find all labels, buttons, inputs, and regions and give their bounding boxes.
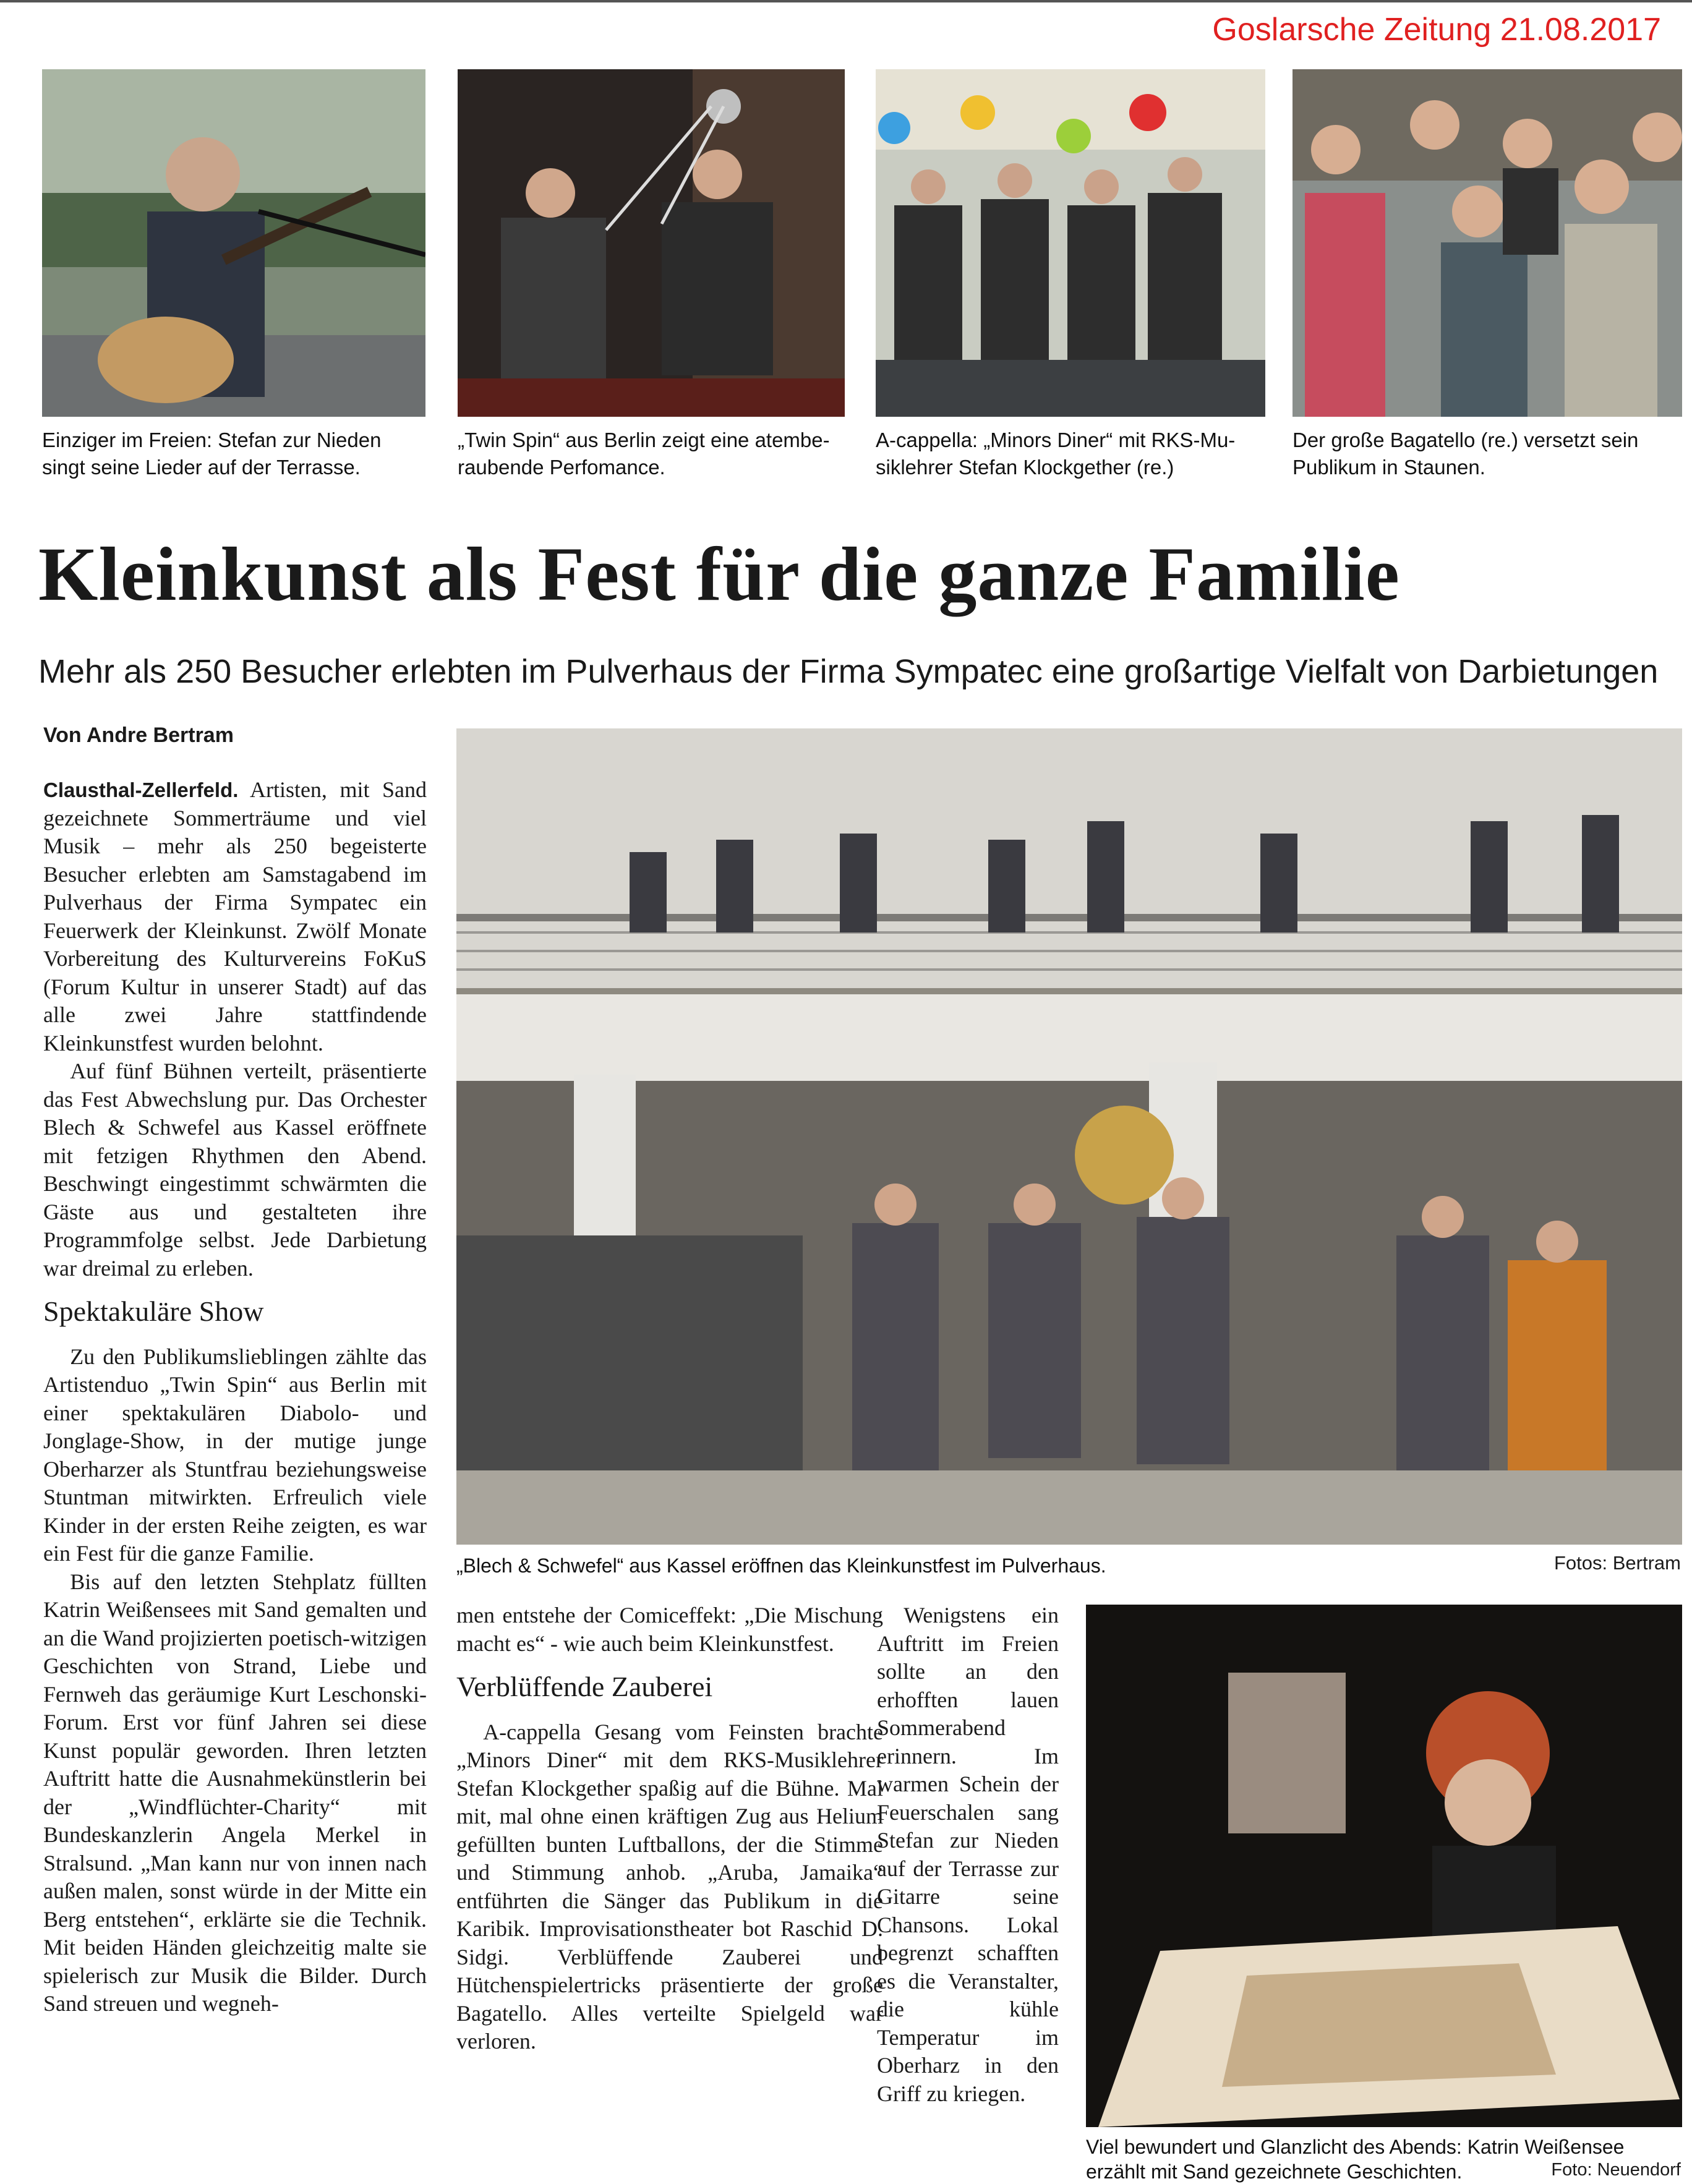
subheadline: Mehr als 250 Besucher erlebten im Pulverhaus der Firma Sympatec eine großartige Vielfalt von Darbietungen: [38, 653, 1659, 690]
photo-main-blech-schwefel: [456, 728, 1682, 1545]
caption-main-photo: „Blech & Schwefel“ aus Kassel eröffnen das Kleinkunstfest im Pulverhaus.: [456, 1555, 1106, 1577]
photo-sand-art: [1086, 1605, 1682, 2127]
paragraph-outdoor: Wenigstens ein Auftritt im Freien sollte an den erhofften lauen Sommerabend erinnern. Im warmen Schein der Feuerschalen sang Stefan zur Nieden auf der Terrasse zur Gitarre seine Chansons. Lokal begrenzt schafften es die Veranstalter, die kühle Temperatur im Oberharz in den Griff zu kriegen.: [877, 1603, 1059, 2106]
paragraph-a-cappella: A-cappella Gesang vom Feinsten brachte „Minors Diner“ mit dem RKS-Musiklehrer Stefan Klockgether spaßig auf die Bühne. Mal mit, mal ohne einen kräftigen Zug aus Helium gefüllten bunten Luftballons, der die Stimme und Stimmung anhob. „Aruba, Jamaika“ entführten die Sänger das Publikum in die Karibik. Improvisationstheater bot Raschid D. Sidgi. Verblüffende Zauberei und Hütchenspielertricks präsentierte der große Bagatello. Alles verteilte Spielgeld war verloren.: [456, 1719, 883, 2054]
caption-guitarist: Einziger im Freien: Stefan zur Nieden singt seine Lieder auf der Terrasse.: [42, 429, 382, 479]
article-column-3: [877, 1602, 1059, 2108]
photo-guitarist: [42, 69, 425, 417]
top-rule: [0, 0, 1692, 2]
article-column-1: [43, 776, 427, 2018]
caption-twin-spin: „Twin Spin“ aus Berlin zeigt eine atembe-raubende Perfomance.: [458, 429, 830, 479]
caption-a-cappella: A-cappella: „Minors Diner“ mit RKS-Mu-siklehrer Stefan Klockgether (re.): [876, 429, 1236, 479]
byline: Von Andre Bertram: [43, 723, 234, 747]
paragraph-comic-effect: men entstehe der Comiceffekt: „Die Mischung macht es“ - wie auch beim Kleinkunstfest.: [456, 1603, 883, 1656]
credit-sand-art: Foto: Neuendorf: [1545, 2159, 1681, 2180]
article-column-2: [456, 1602, 883, 2056]
subheading-show: Spektakuläre Show: [43, 1295, 264, 1327]
paragraph-stages: Auf fünf Bühnen verteilt, präsentierte das Fest Abwechslung pur. Das Orchester Blech & Schwefel aus Kassel eröffnete mit fetzigen Rhythmen den Abend. Beschwingt eingestimmt schwärmten die Gäste aus und gestalteten ihre Programmfolge selbst. Jede Darbietung war dreimal zu erleben.: [43, 1059, 427, 1281]
paragraph-intro: Artisten, mit Sand gezeichnete Sommerträume und viel Musik – mehr als 250 begeisterte Besucher erlebten am Samstagabend im Pulverhaus der Firma Sympatec ein Feuerwerk der Kleinkunst. Zwölf Monate Vorbereitung des Kulturvereins FoKuS (Forum Kultur in unserer Stadt) auf das alle zwei Jahre stattfindende Kleinkunstfest wurden belohnt.: [43, 777, 427, 1056]
newspaper-source-label: Goslarsche Zeitung 21.08.2017: [1212, 12, 1661, 48]
paragraph-twin-spin: Zu den Publikumslieblingen zählte das Artistenduo „Twin Spin“ aus Berlin mit einer spektakulären Diabolo- und Jonglage-Show, in der mutige junge Oberharzer als Stuntfrau beziehungsweise Stuntman mitwirkten. Erfreulich viele Kinder in der ersten Reihe zeigten, es war ein Fest für die ganze Familie.: [43, 1344, 427, 1566]
dateline: Clausthal-Zellerfeld.: [43, 778, 239, 801]
photo-twin-spin: [458, 69, 845, 417]
paragraph-sand-art: Bis auf den letzten Stehplatz füllten Katrin Weißensees mit Sand gemalten und an die Wand projizierten poetisch-witzigen Geschichten von Strand, Liebe und Fernweh das geräumige Kurt Leschonski-Forum. Erst vor fünf Jahren sei diese Kunst populär geworden. Ihren letzten Auftritt hatte die Ausnahmekünstlerin bei der „Windflüchter-Charity“ mit Bundeskanzlerin Angela Merkel in Stralsund. „Man kann nur von innen nach außen malen, sonst würde in der Mitte ein Berg entstehen“, erklärte sie die Technik. Mit beiden Händen gleichzeitig malte sie spielerisch zur Musik die Bilder. Durch Sand streuen und wegneh-: [43, 1569, 427, 2016]
caption-sand-art: Viel bewundert und Glanzlicht des Abends: Katrin Weißensee erzählt mit Sand gezeichnete Geschichten.: [1086, 2136, 1625, 2183]
caption-bagatello: Der große Bagatello (re.) versetzt sein Publikum in Staunen.: [1292, 429, 1639, 479]
photo-bagatello: [1292, 69, 1682, 417]
headline: Kleinkunst als Fest für die ganze Familie: [38, 532, 1400, 616]
photo-a-cappella: [876, 69, 1265, 417]
subheading-magic: Verblüffende Zauberei: [456, 1671, 713, 1702]
credit-main-photo: Fotos: Bertram: [1554, 1552, 1681, 1574]
